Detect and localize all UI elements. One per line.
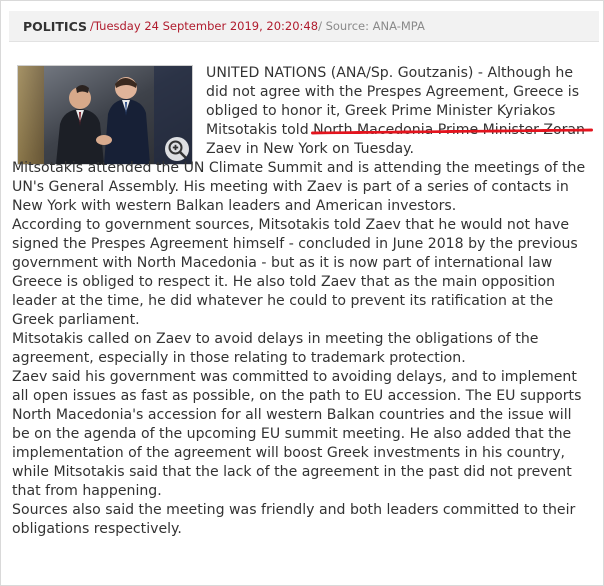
paragraph-6: Sources also said the meeting was friendly and both leaders committed to their obligations respectively. bbox=[12, 502, 576, 537]
photo-float-spacer bbox=[12, 64, 206, 159]
section-label[interactable]: POLITICS bbox=[23, 18, 87, 34]
highlighted-phrase: North Macedonia Prime Minister Zoran bbox=[313, 122, 585, 138]
paragraph-3: According to government sources, Mitsotakis told Zaev that he would not have signed the Prespes Agreement himself - concluded in June 2018 by the previous government with North Macedonia - but as it is now part of international law Greece is obliged to respect it. He also told Zaev that as the main opposition leader at the time, he did whatever he could to prevent its ratification at the Greek parliament. bbox=[12, 217, 578, 328]
paragraph-1-lead: UNITED NATIONS (ANA/Sp. Goutzanis) - Although he did not agree with the Prespes Agreement, Greece is obliged to honor it, Greek Prime Minister Kyriakos Mitsotakis told bbox=[206, 65, 580, 138]
article-header bbox=[9, 11, 599, 42]
paragraph-4: Mitsotakis called on Zaev to avoid delays in meeting the obligations of the agreement, especially in those relating to trademark protection. bbox=[12, 331, 539, 366]
paragraph-5: Zaev said his government was committed to avoiding delays, and to implement all open issues as fast as possible, on the path to EU accession. The EU supports North Macedonia's accession for all western Balkan countries and the issue will be on the agenda of the upcoming EU summit meeting. He also added that the implementation of the agreement will boost Greek investments in his country, while Mitsotakis said that the lack of the agreement in the past did not prevent that from happening. bbox=[12, 369, 582, 499]
header-separator: / bbox=[90, 19, 94, 33]
paragraph-2: Mitsotakis attended the UN Climate Summit and is attending the meetings of the UN's General Assembly. His meeting with Zaev is part of a series of contacts in New York with western Balkan leaders and American investors. bbox=[12, 160, 586, 214]
source-label: / Source: ANA-MPA bbox=[318, 19, 425, 33]
article-body bbox=[12, 64, 586, 539]
publish-date: Tuesday 24 September 2019, 20:20:48 bbox=[93, 19, 319, 33]
paragraph-1-tail: Zaev in New York on Tuesday. bbox=[206, 141, 414, 157]
